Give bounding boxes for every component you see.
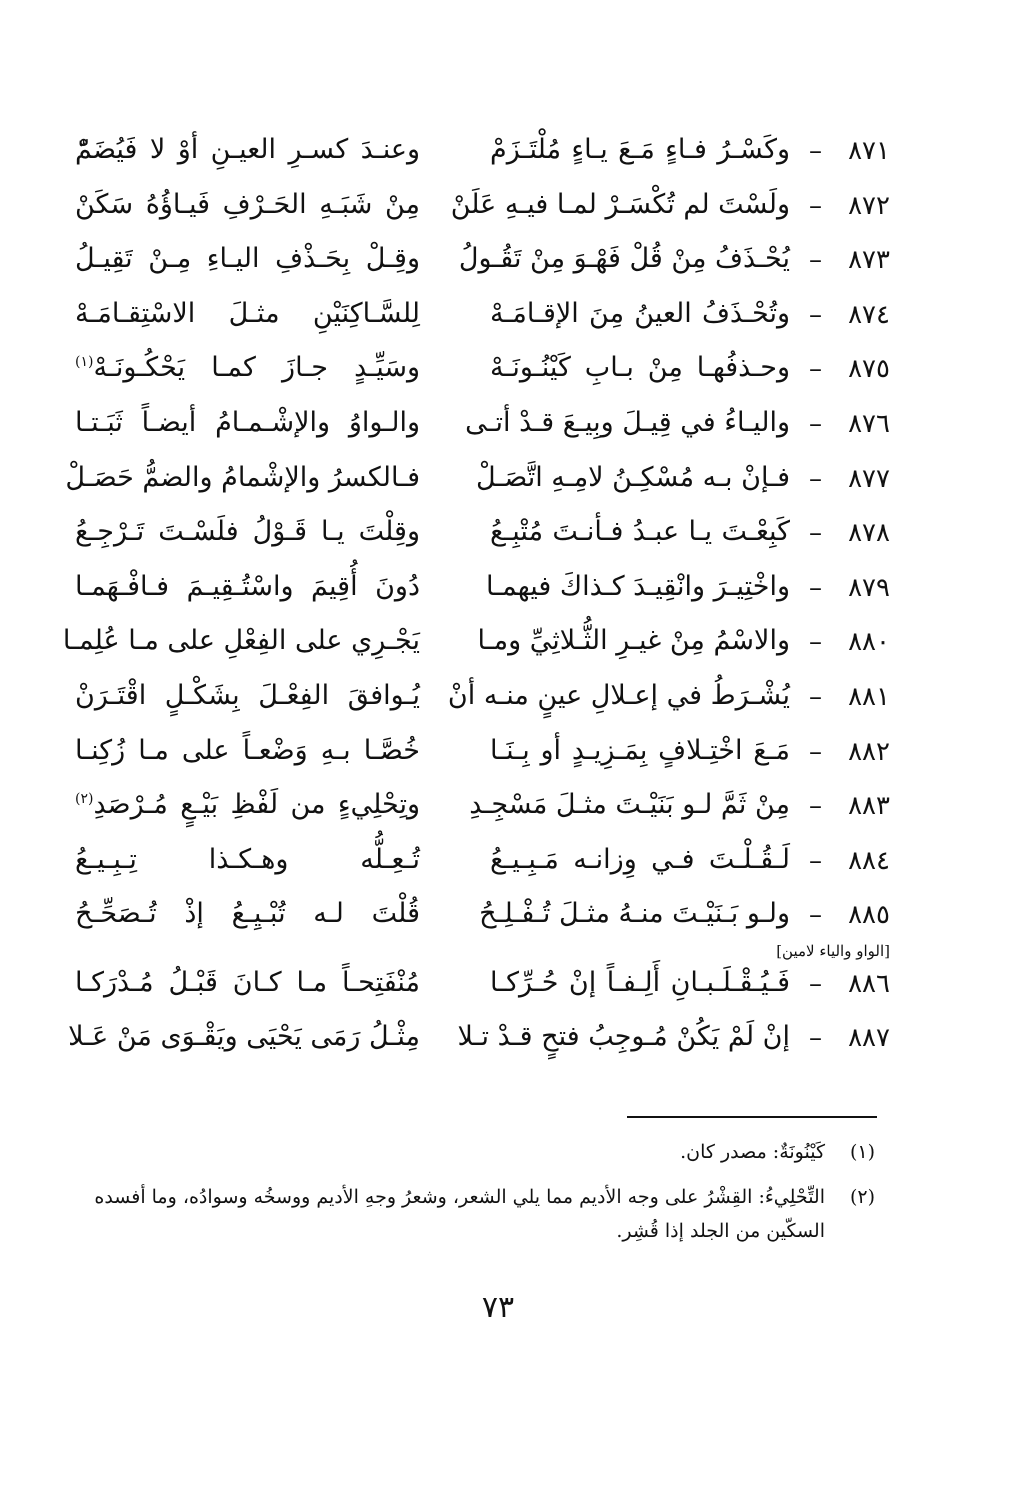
footnote-reference: (١) [75, 354, 94, 371]
second-hemistich [75, 789, 420, 820]
first-hemistich: ولَسْتَ لم تُكْسَـرْ لمـا فيـهِ عَلَنْ [450, 188, 790, 220]
verse-dash: – [809, 1023, 822, 1053]
footnote-marker: (٢) [849, 1186, 875, 1208]
verse-number: ٨٨٣ [848, 791, 890, 822]
second-hemistich-text: فـالكسرُ والإشْمامُ والضمُّ حَصَـلْ [65, 461, 420, 493]
second-hemistich-text: قُلْتَ لـه تُبْـيِـعُ إذْ تُـصَحِّـحُ [75, 898, 420, 930]
verse-row [60, 239, 890, 289]
second-hemistich-text: تُـعِـلُّه وهـكـذا تِـبِـيـعُ [75, 843, 420, 875]
footnote-text: التِّحْلِيءُ: القِشْرُ على وجه الأديم مما يلي الشعر، وشعرُ وجهِ الأديم ووسخُه وسوادُه، وما أفسده السكّين من الجلد إذا قُشِر. [94, 1186, 825, 1242]
verse-row [60, 894, 890, 944]
verse-row [60, 676, 890, 726]
verse-dash: – [809, 969, 822, 999]
verse-number: ٨٧٧ [848, 463, 890, 494]
second-hemistich [75, 243, 420, 274]
page-number: ٧٣ [481, 1290, 515, 1325]
verse-number: ٨٧٣ [848, 245, 890, 276]
first-hemistich: كَبِعْـتَ يـا عبـدُ فـأنـتَ مُتْبِـعُ [490, 516, 790, 548]
verse-row [60, 294, 890, 344]
first-hemistich: وحـذفُهـا مِنْ بـابِ كَيْنُـونَـهْ [490, 352, 790, 384]
second-hemistich [68, 1021, 420, 1052]
verse-number: ٨٨٠ [848, 627, 890, 658]
verse-dash: – [809, 736, 822, 767]
second-hemistich-text: دُونَ أُقِيمَ واسْتُـقِيـمَ فـافْـهَمـا [75, 570, 420, 602]
verse-row [60, 963, 890, 1013]
verse-number: ٨٧٢ [848, 190, 890, 221]
verse-number: ٨٧٤ [848, 299, 890, 330]
footnote-reference: (٢) [75, 791, 94, 808]
second-hemistich-text: وقِلْتَ يـا قَـوْلُ فلَسْـتَ تَـرْجِـعُ [75, 516, 420, 548]
verse-row [60, 840, 890, 890]
verse-dash: – [809, 245, 822, 276]
second-hemistich-text: مِنْ شَبَـهِ الحَـرْفِ فَيـاؤُهُ سَكَنْ [75, 188, 420, 220]
verse-dash: – [809, 900, 822, 931]
first-hemistich: وتُحْـذَفُ العينُ مِنَ الإقـامَـهْ [490, 297, 790, 329]
first-hemistich: والاسْمُ مِنْ غيـرِ الثُّـلاثِيِّ ومـا [477, 625, 790, 657]
second-hemistich [65, 461, 420, 493]
verse-dash: – [809, 190, 822, 221]
verse-dash: – [809, 354, 822, 385]
second-hemistich-text: مُنْفَتِحـاً مـا كـانَ قَبْـلُ مُـدْرَكـا [75, 967, 420, 998]
first-hemistich: فـإنْ بـه مُسْكِـنُ لامِـهِ اتَّصَـلْ [475, 461, 790, 493]
verse-row [60, 130, 890, 180]
first-hemistich: لَـقُـلْـتَ فـي وِزانـه مَـبِـيـعُ [490, 843, 790, 875]
first-hemistich: يُشْـرَطُ في إعـلالِ عينٍ منـه أنْ [447, 680, 790, 711]
second-hemistich [75, 352, 420, 383]
verse-row [60, 785, 890, 835]
second-hemistich-text: يَجْـرِي على الفِعْلِ على مـا عُلِمـا [62, 625, 420, 657]
section-heading: [الواو والياء لامين] [776, 942, 890, 960]
footnote-divider [627, 1116, 877, 1118]
second-hemistich [75, 967, 420, 998]
verse-dash: – [809, 845, 822, 876]
second-hemistich [75, 134, 420, 165]
verse-number: ٨٧٩ [848, 572, 890, 603]
first-hemistich: واخْتِيـرَ وانْقِيـدَ كـذاكَ فيهمـا [486, 570, 790, 602]
verse-dash: – [809, 682, 822, 712]
verse-dash: – [809, 136, 822, 166]
verse-number: ٨٧٨ [848, 518, 890, 549]
second-hemistich-text: وسَيِّـدٍ جـازَ كمـا يَحْكُـونَـهْ [93, 352, 420, 384]
verse-row [60, 185, 890, 235]
verse-dash: – [809, 518, 822, 549]
verse-dash: – [809, 572, 822, 603]
second-hemistich-text: والـواوُ والإشْـمـامُ أيضـاً ثَبَـتـا [75, 407, 420, 438]
second-hemistich [75, 898, 420, 929]
verse-row [60, 731, 890, 781]
second-hemistich [75, 189, 420, 220]
first-hemistich: إنْ لَمْ يَكُنْ مُـوجِبُ فتحٍ قـدْ تـلا [457, 1021, 790, 1052]
first-hemistich: فَـيُـقْـلَـبـانِ أَلِـفـاً إنْ حُـرِّكـا [490, 967, 790, 998]
second-hemistich [62, 625, 420, 657]
verse-row [60, 621, 890, 671]
verse-number: ٨٧٥ [848, 354, 890, 385]
footnote-text: كَيْنُونَةٌ: مصدر كان. [680, 1141, 825, 1163]
first-hemistich: واليـاءُ في قِيـلَ وبِيـعَ قـدْ أتـى [465, 407, 790, 438]
second-hemistich [75, 298, 420, 329]
second-hemistich [75, 571, 420, 602]
verse-dash: – [809, 299, 822, 330]
footnote-2 [80, 1180, 875, 1248]
second-hemistich-text: لِلسَّـاكِنَيْنِ مثـلَ الاسْتِقـامَـهْ [75, 297, 420, 329]
second-hemistich [75, 680, 420, 711]
second-hemistich-text: وتِحْلِيءٍ من لَفْظِ بَيْـعٍ مُـرْصَدِ [93, 789, 420, 821]
second-hemistich-text: يُـوافقَ الفِعْـلَ بِشَكْـلٍ اقْتَـرَنْ [75, 680, 420, 711]
verse-dash: – [809, 627, 822, 658]
second-hemistich-text: وقِـلْ بِحَـذْفِ اليـاءِ مِـنْ تَقِيـلُ [75, 243, 420, 275]
first-hemistich: وكَسْـرُ فـاءٍ مَـعَ يـاءٍ مُلْتَـزَمْ [490, 134, 790, 165]
footnote-1 [80, 1135, 875, 1169]
verse-row [60, 403, 890, 453]
second-hemistich-text: خُصَّـا بـهِ وَضْعـاً على مـا زُكِنـا [75, 734, 420, 766]
second-hemistich [75, 407, 420, 438]
second-hemistich [75, 516, 420, 547]
verse-row [60, 1017, 890, 1067]
second-hemistich-text: مِثْـلُ رَمَى يَحْيَى ويَقْـوَى مَنْ عَـلا [68, 1021, 420, 1052]
first-hemistich: مِنْ ثَمَّ لـو بَنَيْـتَ مثـلَ مَسْجِـدِ [469, 789, 790, 821]
verse-number: ٨٨٢ [848, 736, 890, 767]
verse-row [60, 348, 890, 398]
verse-dash: – [809, 791, 822, 822]
verse-dash: – [809, 463, 822, 494]
verse-number: ٨٨٤ [848, 845, 890, 876]
verse-number: ٨٨٦ [848, 969, 890, 999]
verse-number: ٨٨١ [848, 682, 890, 712]
verse-row [60, 458, 890, 508]
second-hemistich [75, 735, 420, 766]
second-hemistich [75, 844, 420, 875]
verse-number: ٨٧٦ [848, 409, 890, 439]
verse-row [60, 512, 890, 562]
verse-row [60, 567, 890, 617]
footnote-marker: (١) [849, 1141, 875, 1163]
verse-number: ٨٨٥ [848, 900, 890, 931]
first-hemistich: يُحْـذَفُ مِنْ قُلْ فَهْـوَ مِنْ تَقُـولُ [458, 243, 790, 275]
second-hemistich-text: وعنـدَ كسـرِ العيـنِ أوْ لا فَيُضَمّْ [75, 134, 420, 165]
verse-number: ٨٨٧ [848, 1023, 890, 1053]
verse-dash: – [809, 409, 822, 439]
first-hemistich: مَـعَ اخْتِـلافٍ بِمَـزِيـدٍ أو بِـنَـا [490, 734, 790, 766]
verse-number: ٨٧١ [848, 136, 890, 166]
first-hemistich: ولـو بَـنَيْـتَ منـهُ مثـلَ تُـفْـلِـحُ [479, 898, 790, 930]
